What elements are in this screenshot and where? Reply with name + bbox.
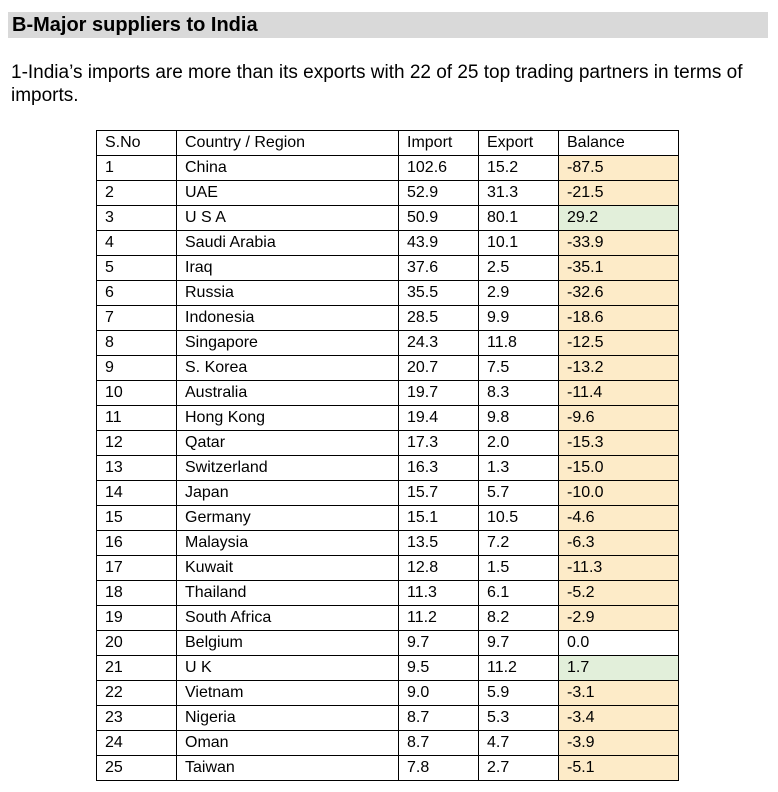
table-row — [97, 731, 679, 756]
cell-export: 9.9 — [479, 306, 559, 331]
cell-country: Iraq — [177, 256, 399, 281]
cell-import: 15.7 — [399, 481, 479, 506]
cell-sno: 20 — [97, 631, 177, 656]
cell-export: 8.2 — [479, 606, 559, 631]
cell-import: 19.4 — [399, 406, 479, 431]
cell-import: 15.1 — [399, 506, 479, 531]
table-row — [97, 756, 679, 781]
cell-sno: 10 — [97, 381, 177, 406]
cell-export: 2.0 — [479, 431, 559, 456]
cell-sno: 11 — [97, 406, 177, 431]
cell-export: 6.1 — [479, 581, 559, 606]
cell-balance: -3.9 — [559, 731, 679, 756]
cell-export: 80.1 — [479, 206, 559, 231]
cell-import: 11.3 — [399, 581, 479, 606]
cell-sno: 19 — [97, 606, 177, 631]
cell-import: 37.6 — [399, 256, 479, 281]
cell-export: 2.7 — [479, 756, 559, 781]
cell-sno: 2 — [97, 181, 177, 206]
cell-balance: -3.1 — [559, 681, 679, 706]
cell-sno: 15 — [97, 506, 177, 531]
cell-import: 7.8 — [399, 756, 479, 781]
cell-country: Switzerland — [177, 456, 399, 481]
cell-balance: -3.4 — [559, 706, 679, 731]
cell-country: Hong Kong — [177, 406, 399, 431]
cell-country: UAE — [177, 181, 399, 206]
cell-sno: 5 — [97, 256, 177, 281]
cell-sno: 4 — [97, 231, 177, 256]
cell-export: 7.2 — [479, 531, 559, 556]
table-row — [97, 406, 679, 431]
cell-balance: -13.2 — [559, 356, 679, 381]
table-row — [97, 681, 679, 706]
section-heading: B-Major suppliers to India — [8, 12, 768, 38]
cell-import: 43.9 — [399, 231, 479, 256]
cell-balance: -5.1 — [559, 756, 679, 781]
cell-sno: 1 — [97, 156, 177, 181]
table-row — [97, 331, 679, 356]
cell-import: 9.5 — [399, 656, 479, 681]
cell-export: 5.3 — [479, 706, 559, 731]
cell-export: 1.5 — [479, 556, 559, 581]
cell-import: 16.3 — [399, 456, 479, 481]
cell-balance: -5.2 — [559, 581, 679, 606]
cell-export: 11.8 — [479, 331, 559, 356]
cell-country: Kuwait — [177, 556, 399, 581]
table-row — [97, 481, 679, 506]
cell-country: Germany — [177, 506, 399, 531]
table-row — [97, 706, 679, 731]
cell-country: Malaysia — [177, 531, 399, 556]
cell-export: 5.9 — [479, 681, 559, 706]
cell-balance: -11.4 — [559, 381, 679, 406]
table-row — [97, 206, 679, 231]
cell-country: Saudi Arabia — [177, 231, 399, 256]
cell-balance: -35.1 — [559, 256, 679, 281]
cell-sno: 7 — [97, 306, 177, 331]
suppliers-table — [96, 130, 679, 781]
table-row — [97, 556, 679, 581]
cell-balance: -33.9 — [559, 231, 679, 256]
cell-import: 19.7 — [399, 381, 479, 406]
cell-import: 20.7 — [399, 356, 479, 381]
cell-country: U K — [177, 656, 399, 681]
cell-export: 31.3 — [479, 181, 559, 206]
cell-sno: 24 — [97, 731, 177, 756]
header-balance: Balance — [559, 131, 679, 156]
cell-balance: -15.0 — [559, 456, 679, 481]
table-row — [97, 581, 679, 606]
table-row — [97, 506, 679, 531]
cell-sno: 18 — [97, 581, 177, 606]
header-sno: S.No — [97, 131, 177, 156]
table-row — [97, 381, 679, 406]
cell-export: 10.5 — [479, 506, 559, 531]
cell-export: 2.9 — [479, 281, 559, 306]
cell-country: China — [177, 156, 399, 181]
cell-balance: -6.3 — [559, 531, 679, 556]
cell-sno: 23 — [97, 706, 177, 731]
cell-balance: -32.6 — [559, 281, 679, 306]
cell-sno: 3 — [97, 206, 177, 231]
cell-country: Nigeria — [177, 706, 399, 731]
cell-sno: 13 — [97, 456, 177, 481]
cell-balance: -4.6 — [559, 506, 679, 531]
cell-import: 28.5 — [399, 306, 479, 331]
cell-balance: -10.0 — [559, 481, 679, 506]
cell-export: 11.2 — [479, 656, 559, 681]
cell-balance: -21.5 — [559, 181, 679, 206]
cell-balance: 1.7 — [559, 656, 679, 681]
cell-country: Thailand — [177, 581, 399, 606]
cell-export: 7.5 — [479, 356, 559, 381]
cell-export: 9.7 — [479, 631, 559, 656]
table-row — [97, 531, 679, 556]
cell-import: 35.5 — [399, 281, 479, 306]
cell-balance: -18.6 — [559, 306, 679, 331]
cell-import: 13.5 — [399, 531, 479, 556]
cell-balance: -15.3 — [559, 431, 679, 456]
cell-sno: 21 — [97, 656, 177, 681]
cell-country: Russia — [177, 281, 399, 306]
cell-import: 24.3 — [399, 331, 479, 356]
table-row — [97, 431, 679, 456]
cell-export: 8.3 — [479, 381, 559, 406]
table-row — [97, 306, 679, 331]
cell-country: Japan — [177, 481, 399, 506]
cell-import: 17.3 — [399, 431, 479, 456]
cell-import: 50.9 — [399, 206, 479, 231]
table-header-row — [97, 131, 679, 156]
table-row — [97, 156, 679, 181]
cell-export: 4.7 — [479, 731, 559, 756]
cell-balance: -2.9 — [559, 606, 679, 631]
cell-country: U S A — [177, 206, 399, 231]
cell-import: 9.7 — [399, 631, 479, 656]
cell-export: 1.3 — [479, 456, 559, 481]
table-row — [97, 281, 679, 306]
cell-import: 102.6 — [399, 156, 479, 181]
cell-export: 15.2 — [479, 156, 559, 181]
cell-country: S. Korea — [177, 356, 399, 381]
cell-export: 9.8 — [479, 406, 559, 431]
table-row — [97, 606, 679, 631]
cell-balance: -9.6 — [559, 406, 679, 431]
cell-import: 9.0 — [399, 681, 479, 706]
table-row — [97, 631, 679, 656]
cell-import: 8.7 — [399, 706, 479, 731]
cell-balance: 0.0 — [559, 631, 679, 656]
cell-sno: 22 — [97, 681, 177, 706]
cell-import: 12.8 — [399, 556, 479, 581]
cell-sno: 17 — [97, 556, 177, 581]
cell-export: 10.1 — [479, 231, 559, 256]
cell-country: Singapore — [177, 331, 399, 356]
intro-paragraph: 1-India’s imports are more than its exports with 22 of 25 top trading partners in terms of imports. — [11, 62, 743, 106]
header-country: Country / Region — [177, 131, 399, 156]
table-row — [97, 356, 679, 381]
cell-balance: -11.3 — [559, 556, 679, 581]
cell-export: 2.5 — [479, 256, 559, 281]
cell-sno: 16 — [97, 531, 177, 556]
table-row — [97, 181, 679, 206]
cell-country: Vietnam — [177, 681, 399, 706]
cell-sno: 12 — [97, 431, 177, 456]
cell-balance: 29.2 — [559, 206, 679, 231]
cell-country: South Africa — [177, 606, 399, 631]
cell-country: Australia — [177, 381, 399, 406]
header-import: Import — [399, 131, 479, 156]
cell-sno: 6 — [97, 281, 177, 306]
cell-sno: 25 — [97, 756, 177, 781]
cell-country: Belgium — [177, 631, 399, 656]
cell-country: Qatar — [177, 431, 399, 456]
table-body — [97, 156, 679, 781]
cell-import: 11.2 — [399, 606, 479, 631]
cell-balance: -87.5 — [559, 156, 679, 181]
cell-sno: 9 — [97, 356, 177, 381]
table-row — [97, 231, 679, 256]
cell-country: Taiwan — [177, 756, 399, 781]
cell-country: Oman — [177, 731, 399, 756]
cell-country: Indonesia — [177, 306, 399, 331]
header-export: Export — [479, 131, 559, 156]
table-row — [97, 456, 679, 481]
cell-sno: 14 — [97, 481, 177, 506]
table-row — [97, 656, 679, 681]
cell-balance: -12.5 — [559, 331, 679, 356]
table-row — [97, 256, 679, 281]
cell-sno: 8 — [97, 331, 177, 356]
cell-import: 8.7 — [399, 731, 479, 756]
cell-export: 5.7 — [479, 481, 559, 506]
cell-import: 52.9 — [399, 181, 479, 206]
